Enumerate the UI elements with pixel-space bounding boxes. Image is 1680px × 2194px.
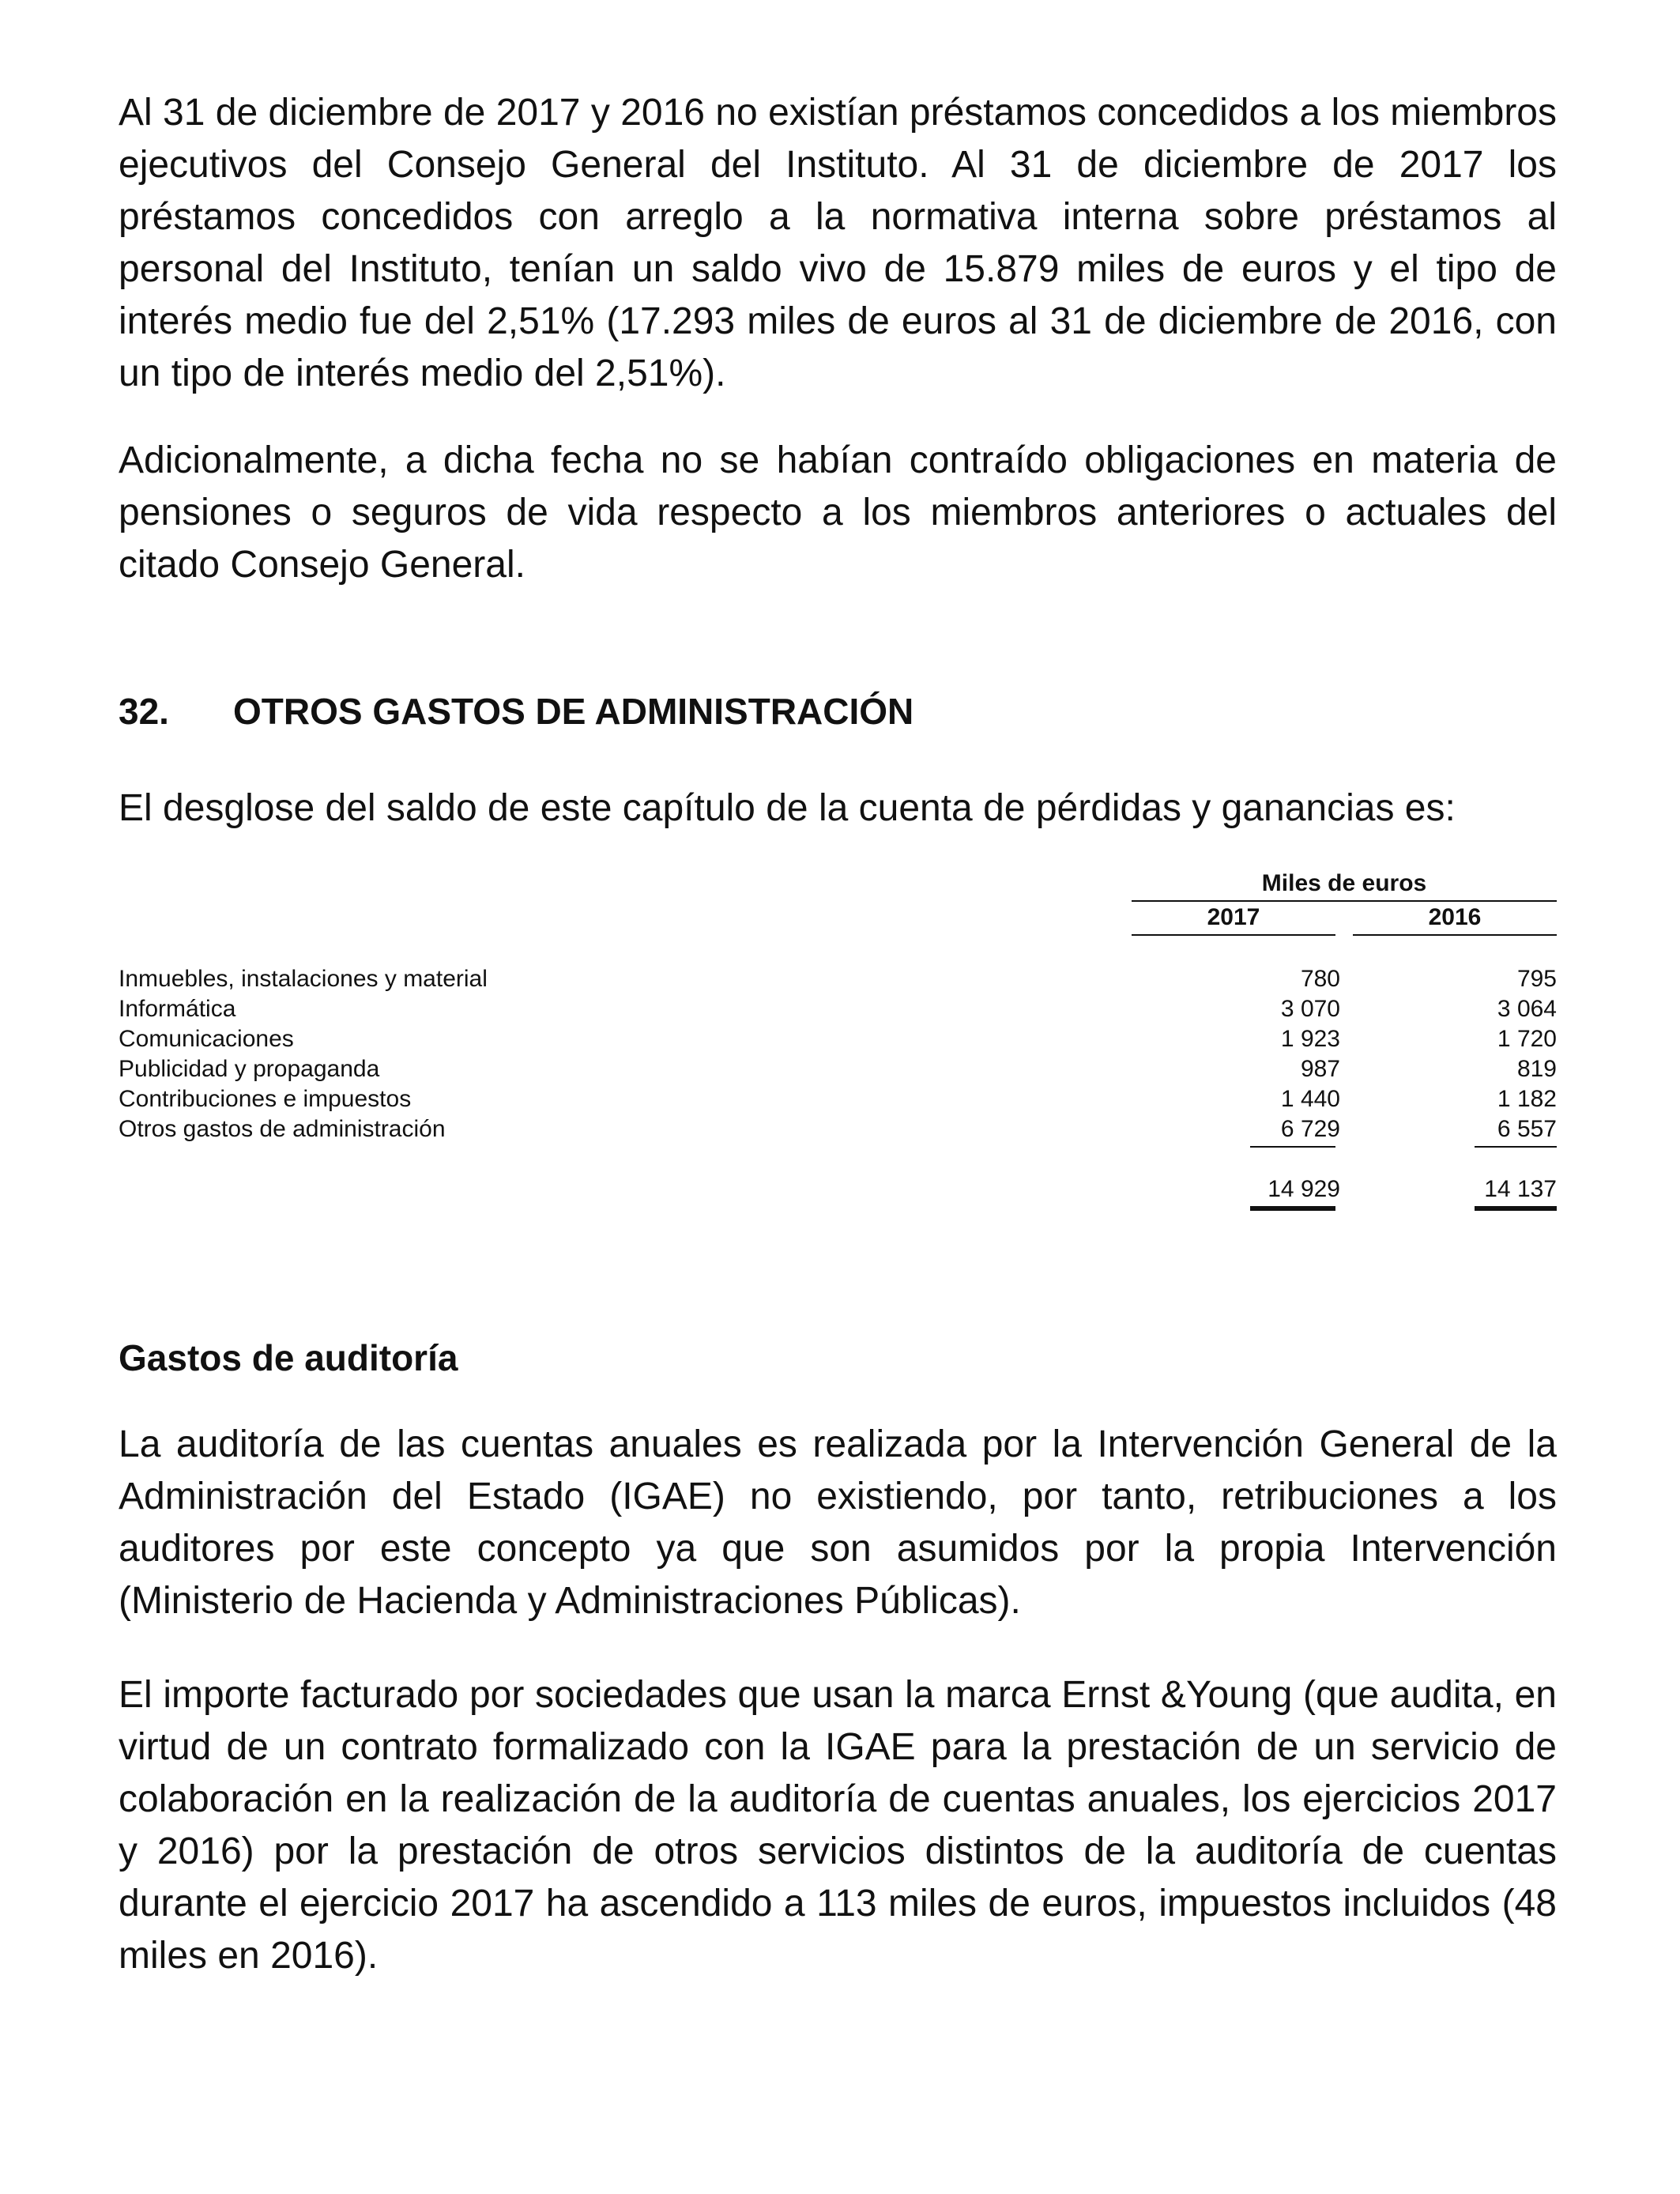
total-double-rule-2016 [1475, 1206, 1557, 1211]
section-heading [119, 688, 913, 735]
table-row [119, 1084, 1557, 1114]
row-label: Otros gastos de administración [119, 1116, 446, 1142]
total-row [119, 1174, 1557, 1204]
row-value-2016: 1 720 [1497, 1026, 1557, 1052]
row-label: Publicidad y propaganda [119, 1056, 380, 1082]
section-intro: El desglose del saldo de este capítulo de la cuenta de pérdidas y ganancias es: [119, 787, 1456, 829]
paragraph-audit: La auditoría de las cuentas anuales es realizada por la Intervención General de la Administración del Estado (IGAE) no existiendo, por tanto, retribuciones a los auditores por este concepto ya que son asumidos por la propia Intervención (Ministerio de Hacienda y Administraciones Públicas). [119, 1423, 1557, 1622]
section-title: OTROS GASTOS DE ADMINISTRACIÓN [233, 691, 914, 732]
table-units-header: Miles de euros [1261, 870, 1427, 896]
total-value-2017: 14 929 [1268, 1176, 1340, 1202]
row-label: Contribuciones e impuestos [119, 1086, 412, 1112]
row-label: Comunicaciones [119, 1026, 294, 1052]
column-underline-2017 [1132, 934, 1335, 936]
subtotal-rule-2016 [1475, 1146, 1557, 1148]
column-header-2017: 2017 [1207, 904, 1260, 930]
row-value-2017: 1 440 [1280, 1086, 1340, 1112]
table-row [119, 1024, 1557, 1054]
table-row [119, 1054, 1557, 1084]
row-value-2016: 6 557 [1497, 1116, 1557, 1142]
subtotal-rule-2017 [1250, 1146, 1335, 1148]
row-value-2016: 1 182 [1497, 1086, 1557, 1112]
row-value-2016: 795 [1516, 966, 1557, 992]
row-value-2017: 6 729 [1280, 1116, 1340, 1142]
row-value-2017: 1 923 [1280, 1026, 1340, 1052]
row-value-2017: 3 070 [1280, 996, 1340, 1022]
table-row [119, 964, 1557, 994]
row-label: Inmuebles, instalaciones y material [119, 966, 488, 992]
section-number: 32. [119, 691, 169, 732]
total-value-2016: 14 137 [1484, 1176, 1557, 1202]
row-value-2017: 987 [1300, 1056, 1340, 1082]
table-row [119, 994, 1557, 1024]
column-header-2016: 2016 [1428, 904, 1482, 930]
row-value-2016: 3 064 [1497, 996, 1557, 1022]
column-underline-2016 [1353, 934, 1557, 936]
total-double-rule-2017 [1250, 1206, 1335, 1211]
paragraph-pensions: Adicionalmente, a dicha fecha no se habían contraído obligaciones en materia de pensiones o seguros de vida respecto a los miembros anteriores o actuales del citado Consejo General. [119, 439, 1557, 586]
paragraph-ernst-young: El importe facturado por sociedades que usan la marca Ernst &Young (que audita, en virtud de un contrato formalizado con la IGAE para la prestación de un servicio de colaboración en la realización de la auditoría de cuentas anuales, los ejercicios 2017 y 2016) por la prestación de otros servicios distintos de la auditoría de cuentas durante el ejercicio 2017 ha ascendido a 113 miles de euros, impuestos incluidos (48 miles en 2016). [119, 1674, 1557, 1977]
row-label: Informática [119, 996, 236, 1022]
subsection-heading: Gastos de auditoría [119, 1337, 458, 1378]
row-value-2017: 780 [1300, 966, 1340, 992]
table-row [119, 1114, 1557, 1144]
paragraph-loans: Al 31 de diciembre de 2017 y 2016 no existían préstamos concedidos a los miembros ejecutivos del Consejo General del Instituto. Al 31 de diciembre de 2017 los préstamos concedidos con arreglo a la normativa interna sobre préstamos al personal del Instituto, tenían un saldo vivo de 15.879 miles de euros y el tipo de interés medio fue del 2,51% (17.293 miles de euros al 31 de diciembre de 2016, con un tipo de interés medio del 2,51%). [119, 92, 1557, 394]
row-value-2016: 819 [1516, 1056, 1557, 1082]
